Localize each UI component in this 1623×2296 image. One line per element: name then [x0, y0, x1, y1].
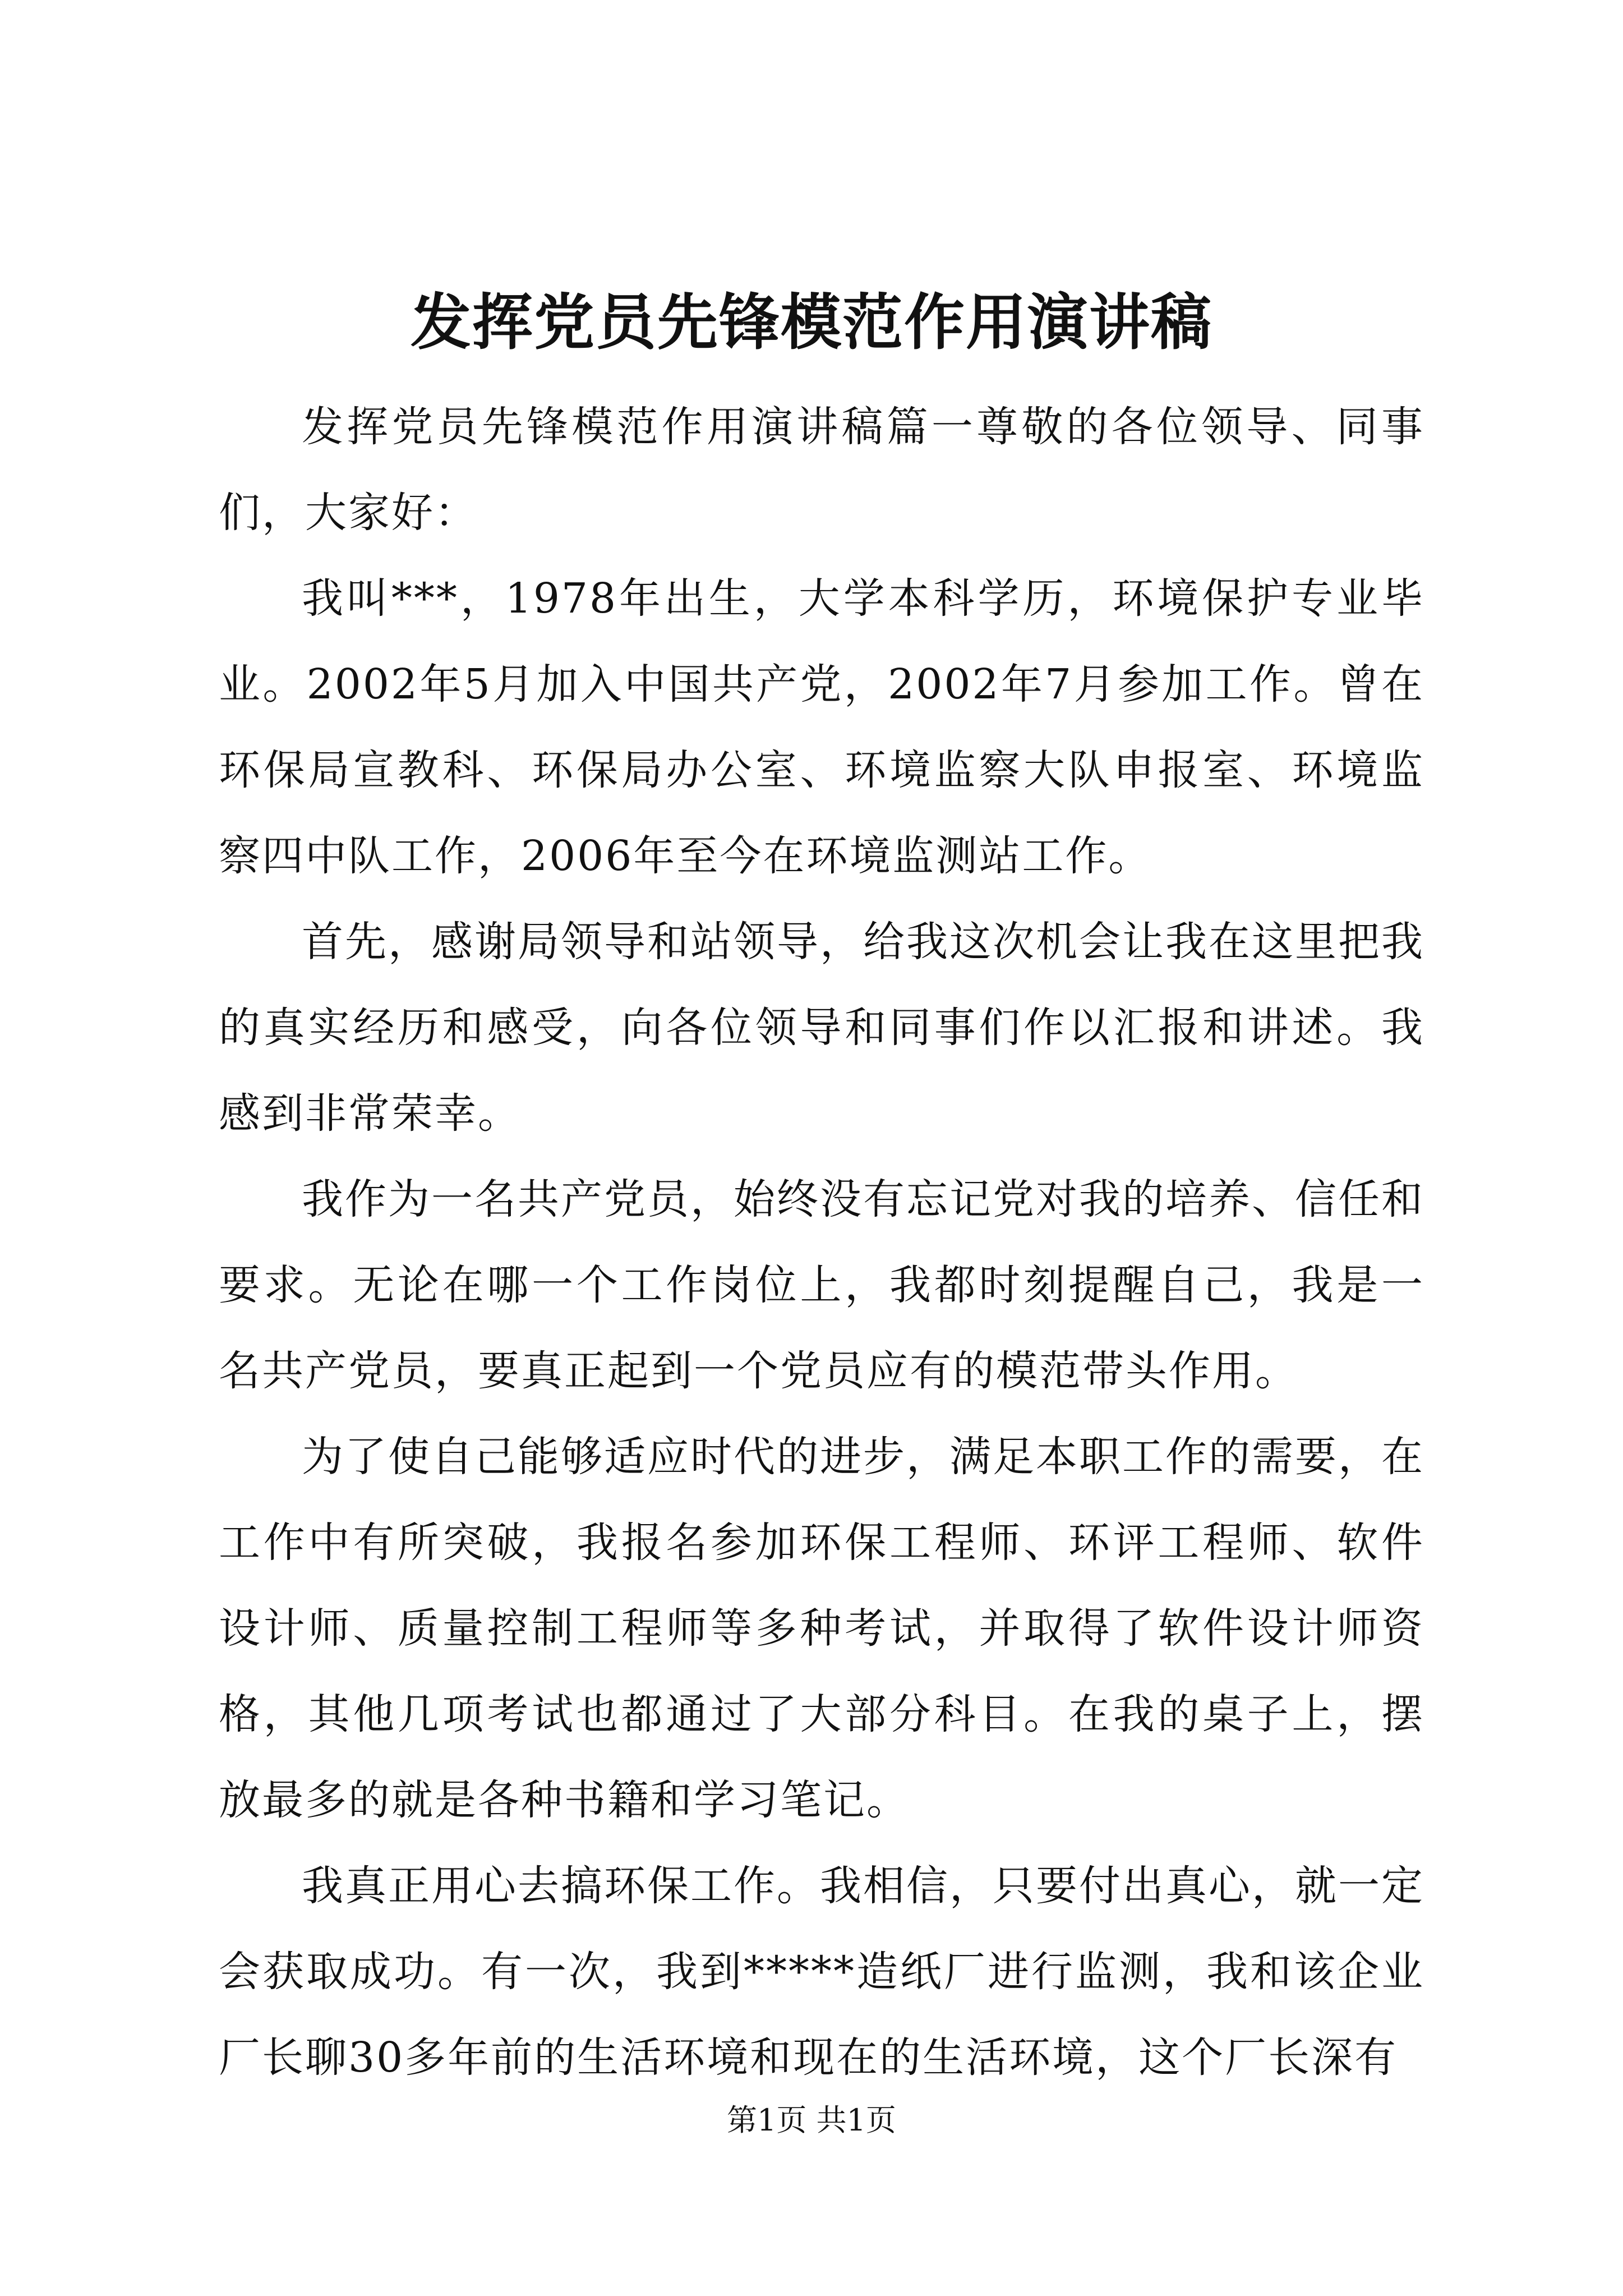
- paragraph-3: 首先，感谢局领导和站领导，给我这次机会让我在这里把我的真实经历和感受，向各位领导和同事们作以汇报和讲述。我感到非常荣幸。: [219, 918, 1424, 1138]
- page-number-footer: 第1页 共1页: [727, 2102, 896, 2138]
- paragraph-4: 我作为一名共产党员，始终没有忘记党对我的培养、信任和要求。无论在哪一个工作岗位上，我都时刻提醒自己，我是一名共产党员，要真正起到一个党员应有的模范带头作用。: [219, 1175, 1424, 1395]
- document-title: 发挥党员先锋模范作用演讲稿: [410, 287, 1212, 358]
- document-body: [219, 384, 1424, 2101]
- paragraph-2: 我叫***，1978年出生，大学本科学历，环境保护专业毕业。2002年5月加入中国共产党，2002年7月参加工作。曾在环保局宣教科、环保局办公室、环境监察大队申报室、环境监察四中队工作，2006年至今在环境监测站工作。: [219, 574, 1424, 880]
- paragraph-1: 发挥党员先锋模范作用演讲稿篇一尊敬的各位领导、同事们，大家好：: [219, 403, 1424, 537]
- paragraph-6: 我真正用心去搞环保工作。我相信，只要付出真心，就一定会获取成功。有一次，我到*****造纸厂进行监测，我和该企业厂长聊30多年前的生活环境和现在的生活环境，这个厂长深有: [219, 1862, 1424, 2082]
- paragraph-5: 为了使自己能够适应时代的进步，满足本职工作的需要，在工作中有所突破，我报名参加环保工程师、环评工程师、软件设计师、质量控制工程师等多种考试，并取得了软件设计师资格，其他几项考试也都通过了大部分科目。在我的桌子上，摆放最多的就是各种书籍和学习笔记。: [219, 1433, 1424, 1824]
